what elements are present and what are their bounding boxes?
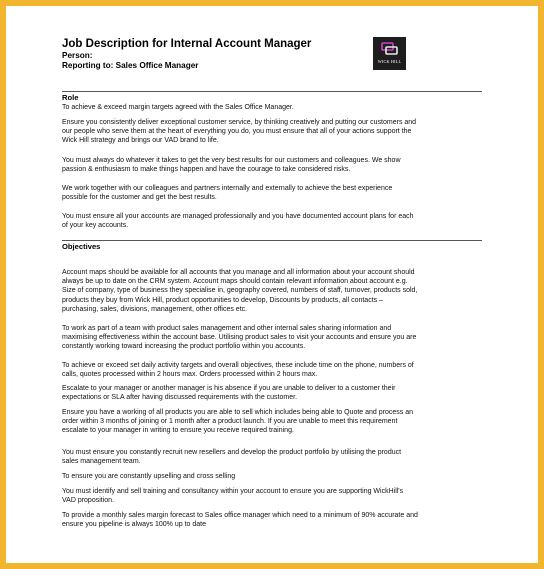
person-label: Person: (62, 51, 93, 60)
logo-text: WICK HILL (377, 59, 402, 64)
reporting-to-label: Reporting to: Sales Office Manager (62, 61, 199, 70)
role-paragraph: Ensure you consistently deliver exceptional customer service, by thinking creatively and putting our customers and our people who serve them at the heart of everything you do, you must ensure that all of your actions support the Wick Hill strategy and brings our VAD brand to life. (62, 119, 417, 145)
objective-paragraph: Ensure you have a working of all products you are able to sell which includes being able to Quote and process an order within 3 months of joining or 1 month after a product launch. If you are unable to meet this requirement escalate to your manager in writing to ensure you receive required training. (62, 409, 413, 435)
role-paragraph: You must ensure all your accounts are managed professionally and you have documented account plans for each of your key accounts. (62, 213, 414, 230)
role-heading: Role (62, 93, 79, 102)
objectives-divider (62, 240, 482, 241)
role-paragraph: We work together with our colleagues and partners internally and externally to achieve the best experience possible for the customer and get the best results. (62, 185, 393, 202)
logo-mark-icon (381, 42, 398, 56)
page-title: Job Description for Internal Account Manager (62, 38, 312, 50)
objective-paragraph: Escalate to your manager or another manager is his absence if you are unable to deliver to a customer their expectations or SLA after having discussed requirements with the customer. (62, 385, 396, 402)
document-page (6, 6, 538, 563)
objective-paragraph: You must identify and sell training and consultancy within your account to ensure you are supporting WickHill's VAD proposition. (62, 488, 404, 505)
objectives-heading: Objectives (62, 242, 101, 251)
role-paragraph: To achieve & exceed margin targets agreed with the Sales Office Manager. (62, 104, 294, 111)
objective-paragraph: To work as part of a team with product sales management and other internal sales sharing information and maximising effectiveness within the account base. Utilising product sales to visit your accounts and ensure you are constantly working toward increasing the product portfolio within you accounts. (62, 325, 417, 351)
role-paragraph: You must always do whatever it takes to get the very best results for our customers and colleagues. We show passion & enthusiasm to make things happen and have the courage to take considered risks. (62, 157, 401, 174)
objective-paragraph: Account maps should be available for all accounts that you manage and all information about your account should always be up to date on the CRM system. Account maps should contain relevant information about account e.g. Size of company, type of business they specialise in, geography covered, numbers of staff, turnover, products sold, products they buy from Wick Hill, product opportunities to develop, Discounts by products, all contacts – purchasing, sales, divisions, management, other offices etc. (62, 269, 418, 313)
objective-paragraph: To achieve or exceed set daily activity targets and overall objectives, these include time on the phone, numbers of calls, quotes processed within 2 hours max. Orders processed within 2 hours max. (62, 362, 414, 379)
company-logo (373, 37, 406, 70)
objective-paragraph: To provide a monthly sales margin forecast to Sales office manager which need to a minimum of 90% accurate and ensure you pipeline is always 100% up to date (62, 512, 418, 529)
role-divider (62, 91, 482, 92)
objective-paragraph: You must ensure you constantly recruit new resellers and develop the product portfolio by utilising the product sales management team. (62, 449, 402, 466)
objective-paragraph: To ensure you are constantly upselling and cross selling (62, 473, 236, 480)
